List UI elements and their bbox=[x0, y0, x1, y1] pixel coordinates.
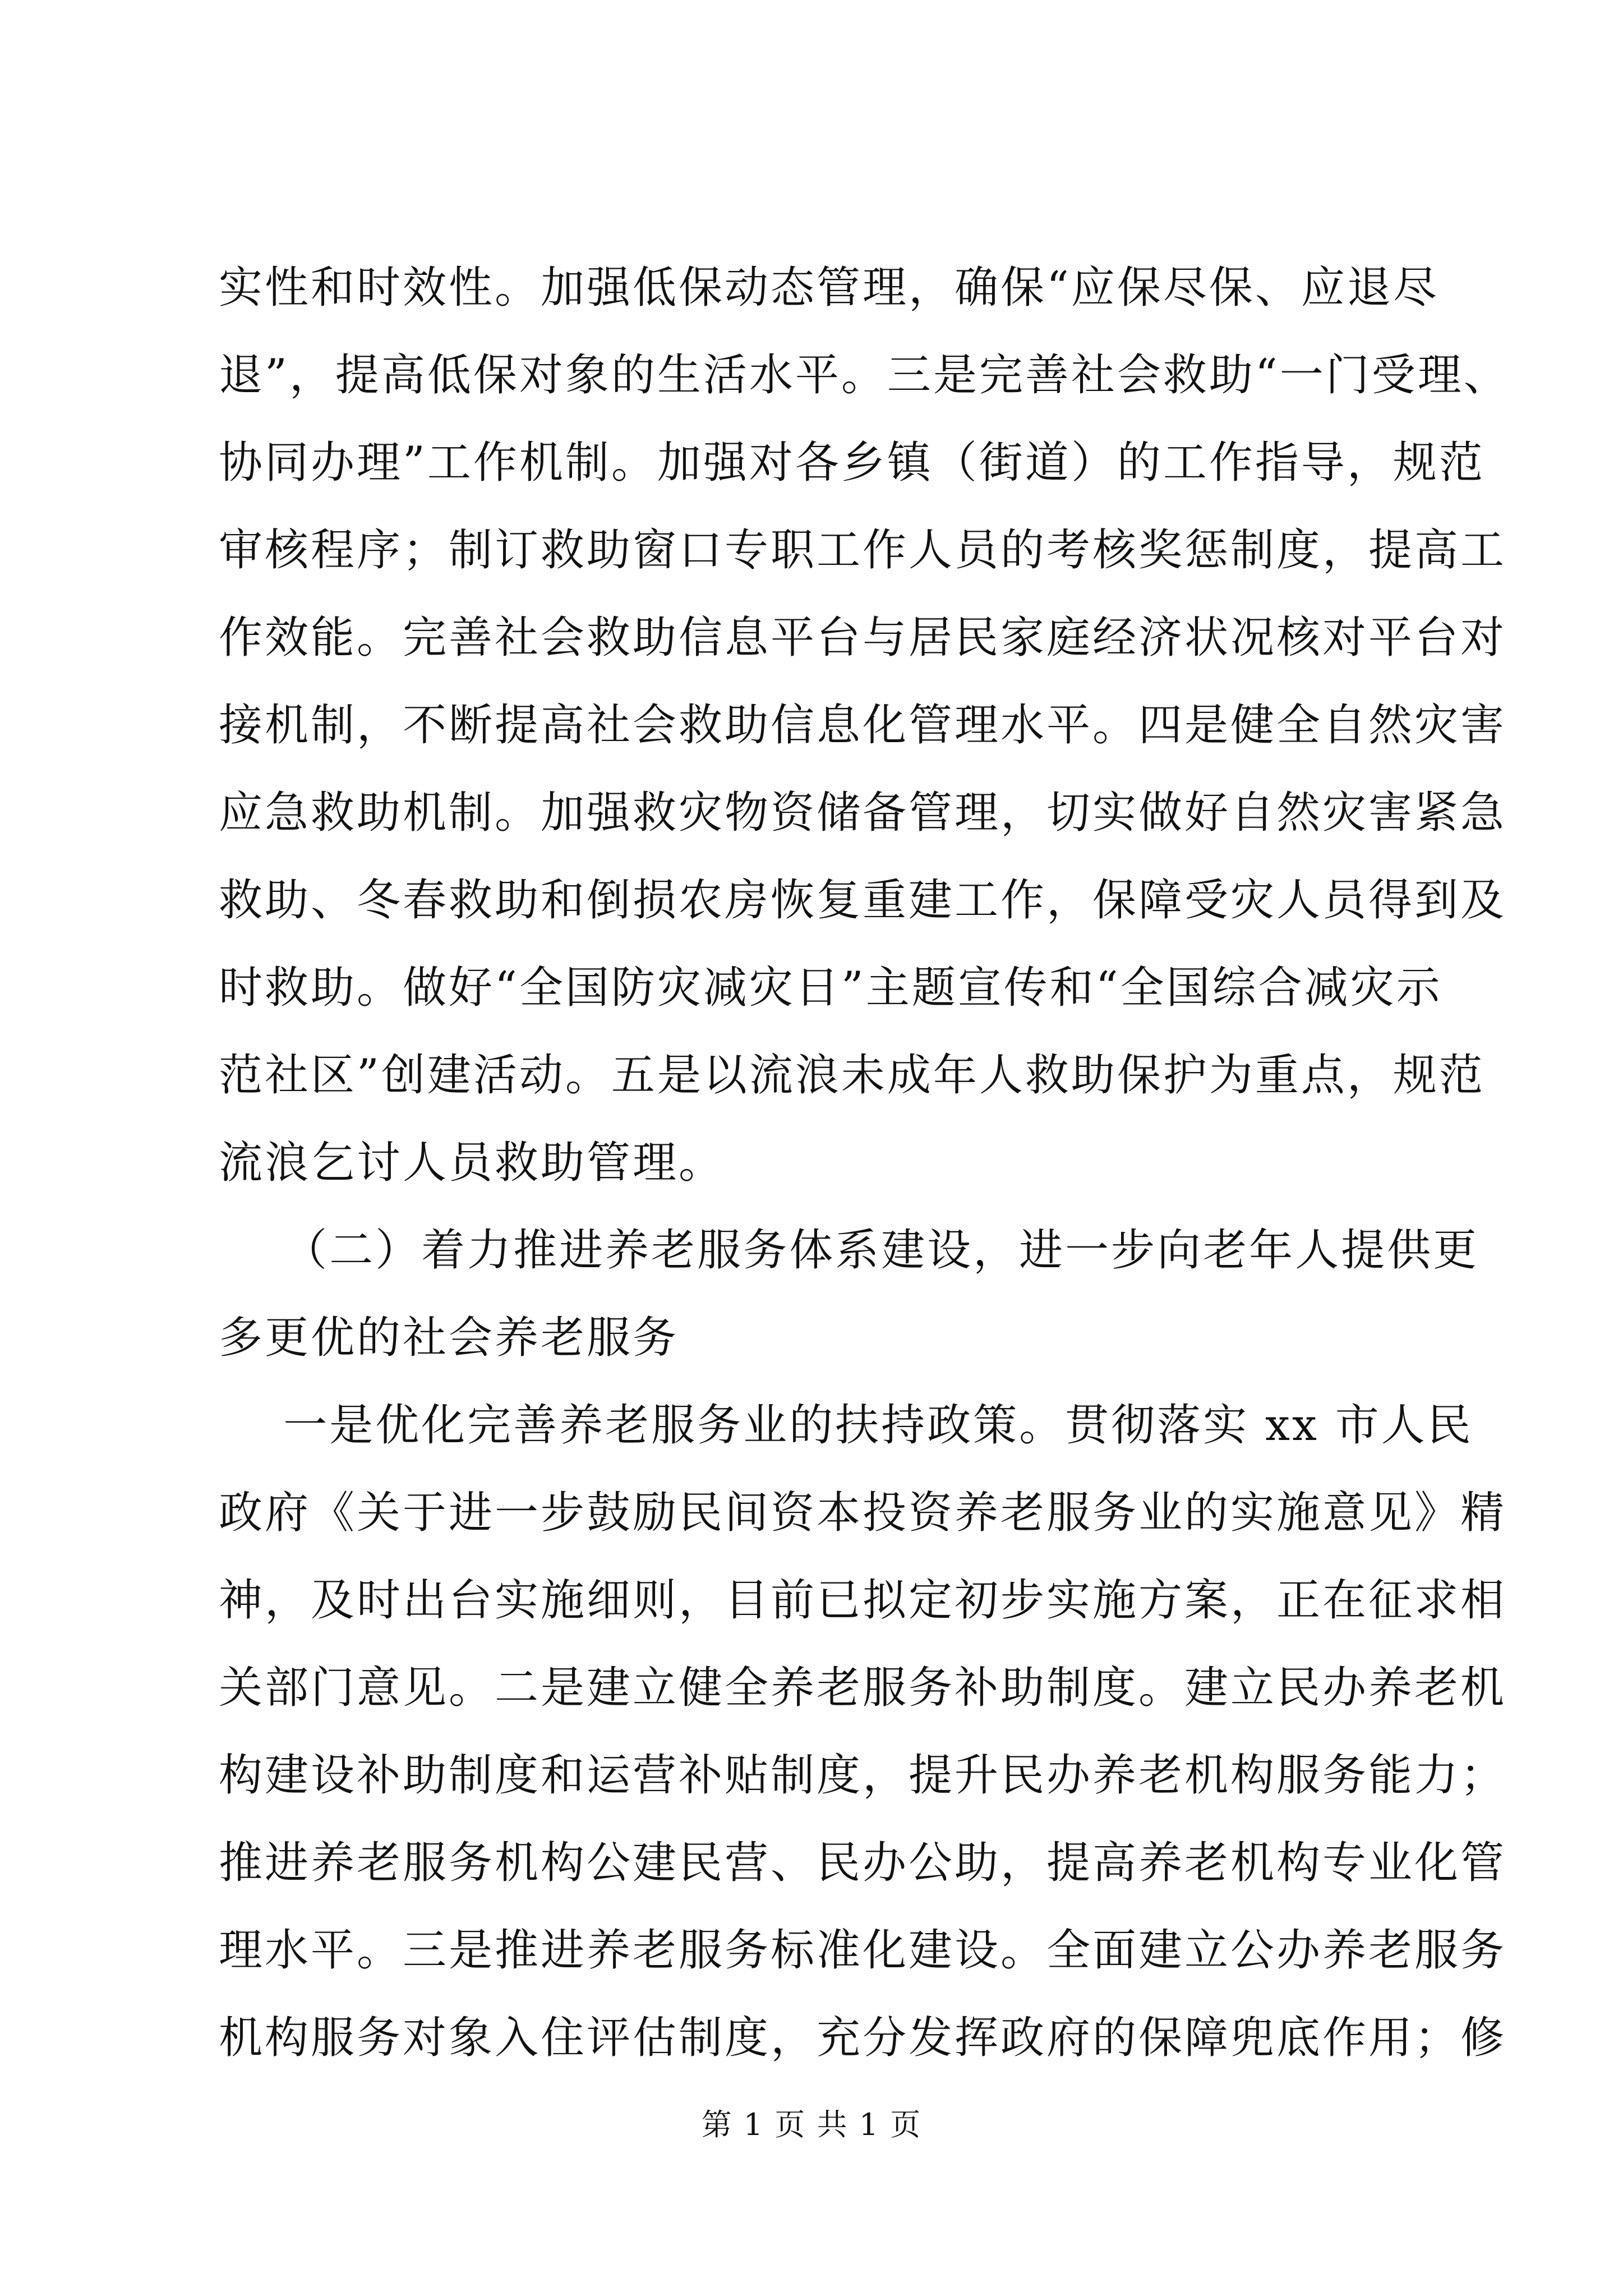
text-line: 神，及时出台实施细则，目前已拟定初步实施方案，正在征求相 bbox=[219, 1575, 1507, 1626]
text-line: 接机制，不断提高社会救助信息化管理水平。四是健全自然灾害 bbox=[219, 700, 1507, 751]
body-text bbox=[219, 244, 1510, 2082]
text-line: 构建设补助制度和运营补贴制度，提升民办养老机构服务能力； bbox=[219, 1750, 1507, 1801]
text-line: 范社区”创建活动。五是以流浪未成年人救助保护为重点，规范 bbox=[219, 1050, 1485, 1101]
text-line: 应急救助机制。加强救灾物资储备管理，切实做好自然灾害紧急 bbox=[219, 788, 1507, 838]
text-line: 协同办理”工作机制。加强对各乡镇（街道）的工作指导，规范 bbox=[219, 438, 1485, 488]
text-line: 推进养老服务机构公建民营、民办公助，提高养老机构专业化管 bbox=[219, 1838, 1507, 1888]
text-line: 流浪乞讨人员救助管理。 bbox=[219, 1138, 725, 1188]
text-line: 退”，提高低保对象的生活水平。三是完善社会救助“一门受理、 bbox=[219, 350, 1510, 401]
text-line: 作效能。完善社会救助信息平台与居民家庭经济状况核对平台对 bbox=[219, 613, 1507, 663]
section-heading-line: 多更优的社会养老服务 bbox=[219, 1313, 679, 1363]
text-line: 机构服务对象入住评估制度，充分发挥政府的保障兜底作用；修 bbox=[219, 2013, 1507, 2063]
text-line: 实性和时效性。加强低保动态管理，确保“应保尽保、应退尽 bbox=[219, 263, 1439, 313]
text-line: 审核程序；制订救助窗口专职工作人员的考核奖惩制度，提高工 bbox=[219, 525, 1507, 576]
text-line: 理水平。三是推进养老服务标准化建设。全面建立公办养老服务 bbox=[219, 1925, 1507, 1976]
text-line: 救助、冬春救助和倒损农房恢复重建工作，保障受灾人员得到及 bbox=[219, 875, 1507, 926]
section-heading-line: （二）着力推进养老服务体系建设，进一步向老年人提供更 bbox=[219, 1225, 1479, 1276]
text-line: 时救助。做好“全国防灾减灾日”主题宣传和“全国综合减灾示 bbox=[219, 963, 1442, 1013]
page-footer: 第 1 页 共 1 页 bbox=[701, 2107, 922, 2142]
text-line: 一是优化完善养老服务业的扶持政策。贯彻落实 xx 市人民 bbox=[219, 1400, 1473, 1451]
text-line: 关部门意见。二是建立健全养老服务补助制度。建立民办养老机 bbox=[219, 1663, 1507, 1713]
text-line: 政府《关于进一步鼓励民间资本投资养老服务业的实施意见》精 bbox=[219, 1488, 1507, 1538]
